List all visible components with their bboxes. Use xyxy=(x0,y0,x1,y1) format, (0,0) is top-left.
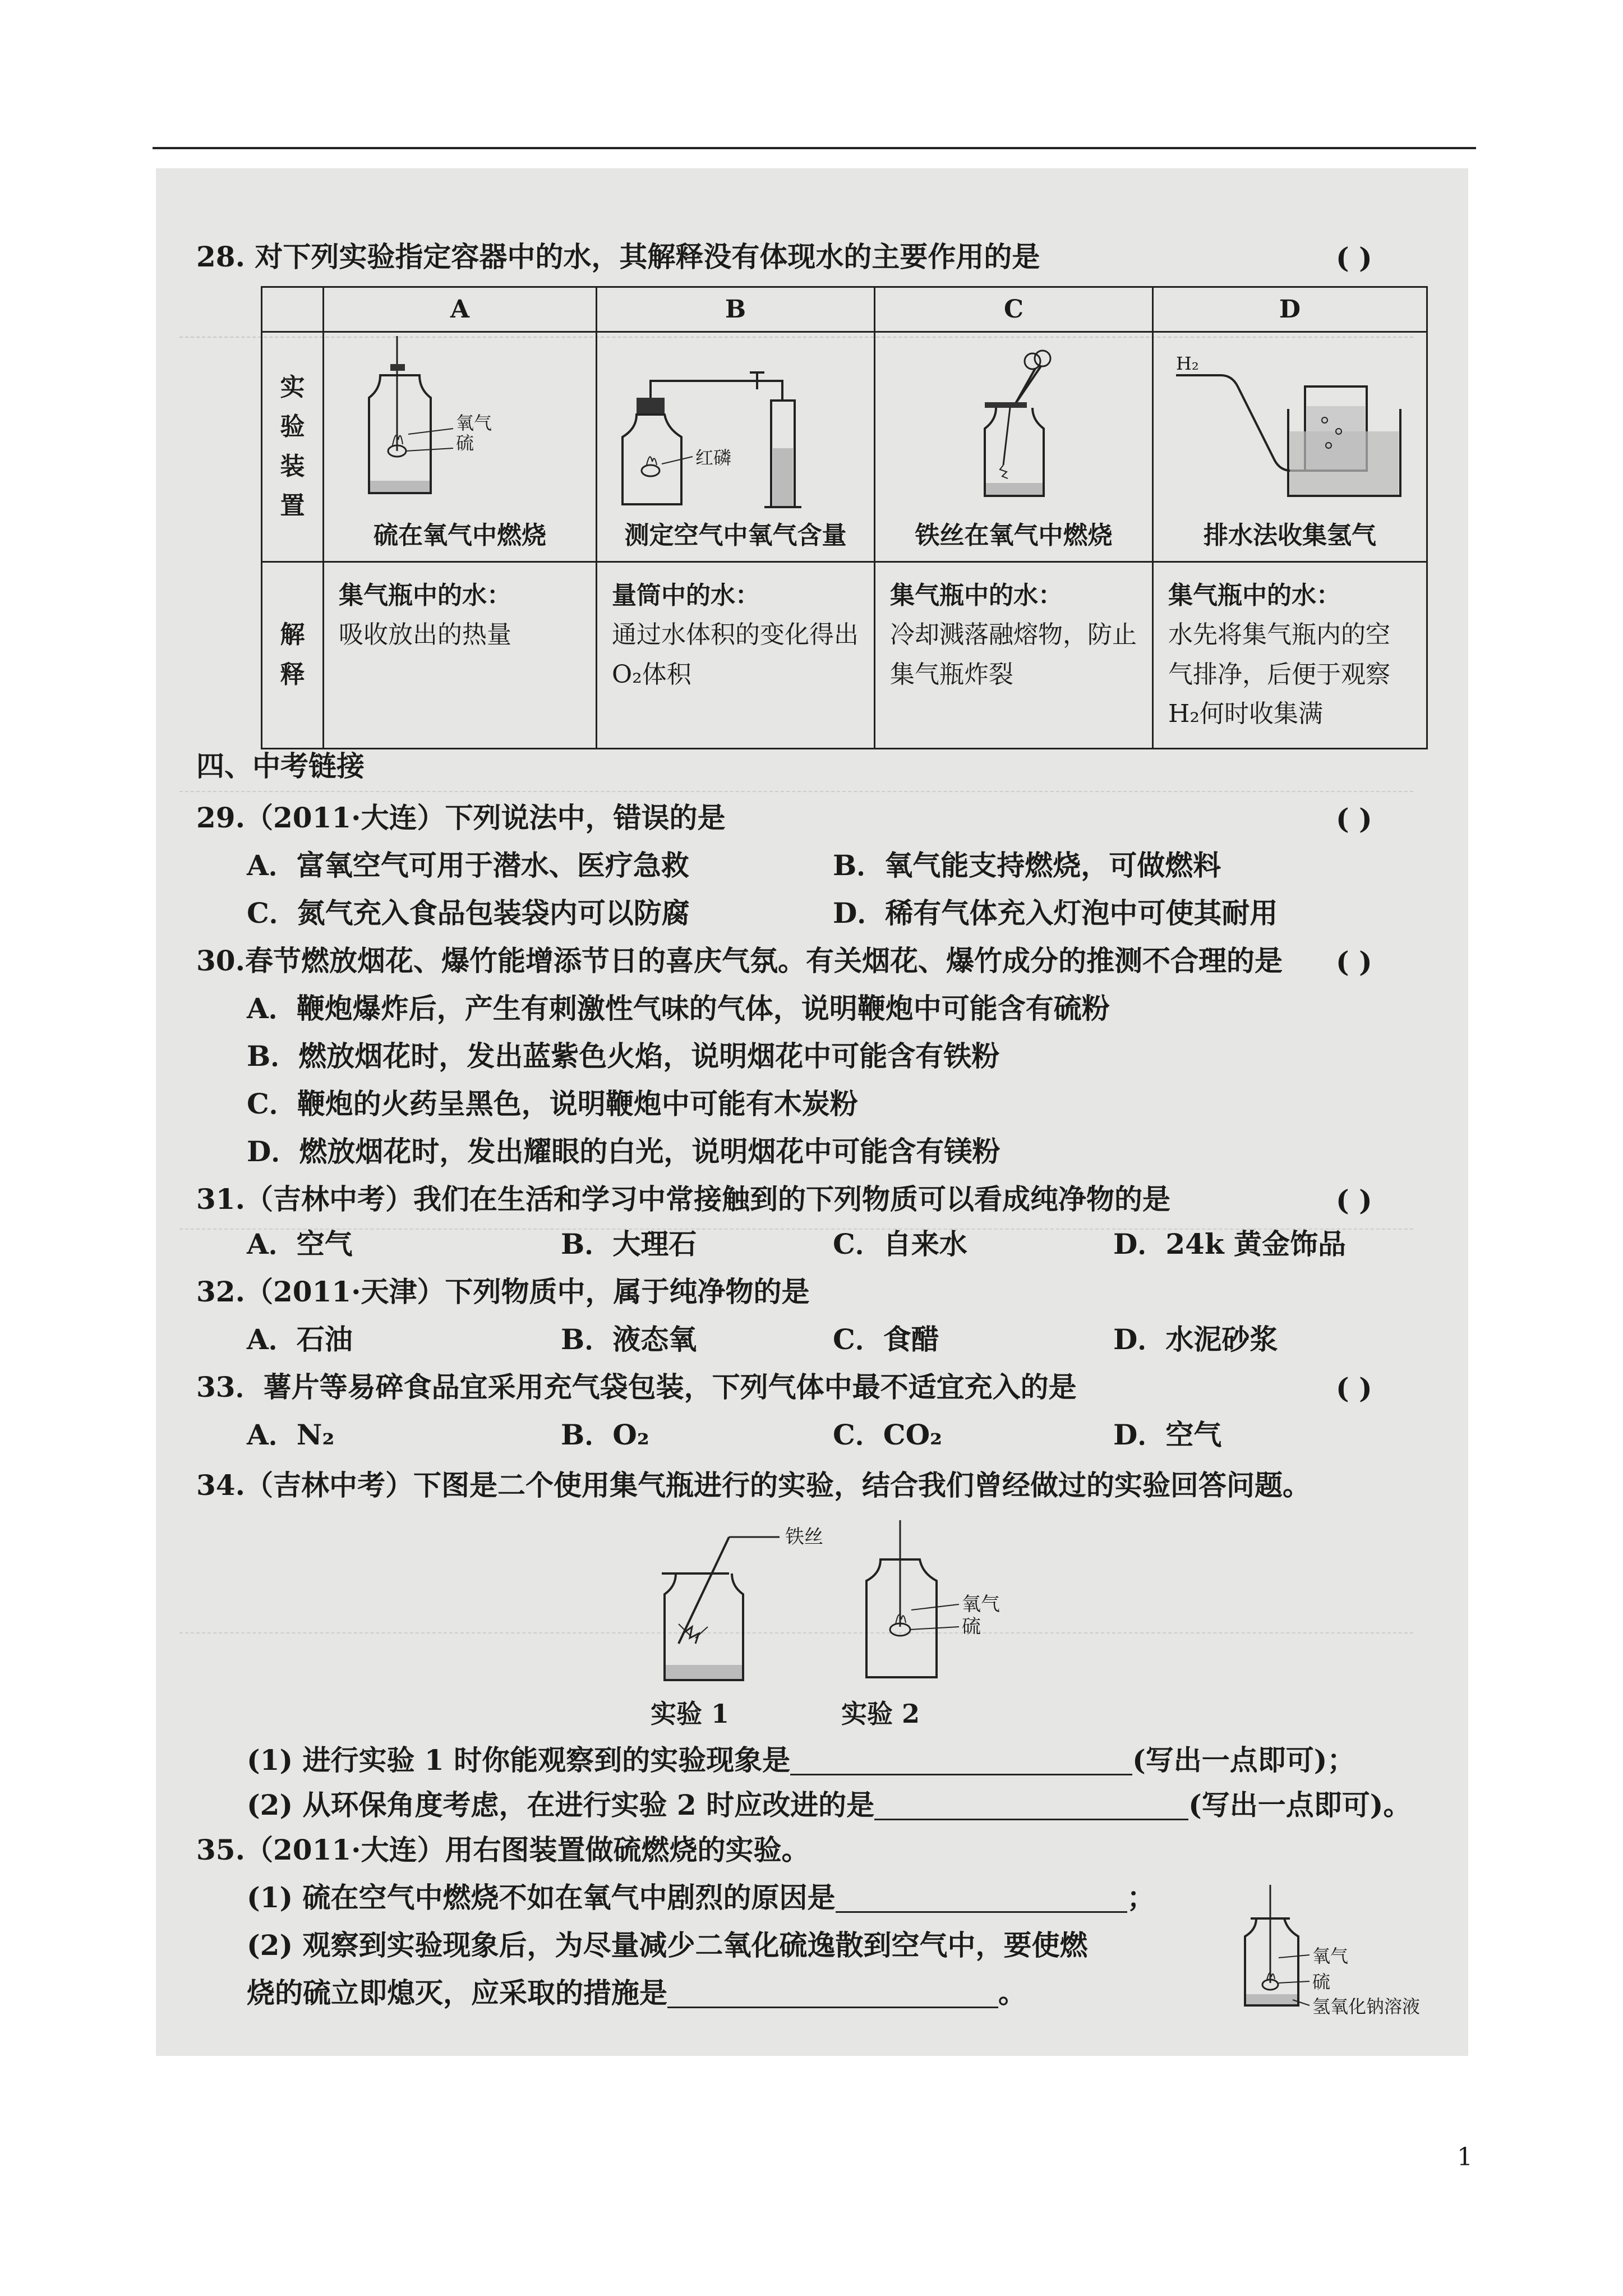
q35-sub2-blank[interactable] xyxy=(667,2007,998,2008)
label-sulfur-a: 硫 xyxy=(456,432,474,454)
col-head-c: C xyxy=(875,287,1153,332)
row-label-explanation: 解释 xyxy=(262,562,324,749)
section-heading: 四、中考链接 xyxy=(196,749,365,783)
q35-stem: 35.（2011·大连）用右图装置做硫燃烧的实验。 xyxy=(196,1833,810,1866)
q30-option-c: C．鞭炮的火药呈黑色，说明鞭炮中可能有木炭粉 xyxy=(247,1087,858,1120)
caption-b: 测定空气中氧气含量 xyxy=(624,521,847,550)
table-corner xyxy=(262,287,324,332)
q29-option-c: C．氮气充入食品包装袋内可以防腐 xyxy=(247,896,690,930)
q32-stem: 32.（2011·天津）下列物质中，属于纯净物的是 xyxy=(196,1275,810,1308)
jar-iron-wire-icon xyxy=(875,336,1150,521)
explanation-b: 量筒中的水： 通过水体积的变化得出O₂体积 xyxy=(597,562,875,749)
caption-c: 铁丝在氧气中燃烧 xyxy=(915,521,1113,550)
q34-stem: 34.（吉林中考）下图是二个使用集气瓶进行的实验，结合我们曾经做过的实验回答问题。 xyxy=(196,1469,1311,1502)
q35-sub2-line1: (2) 观察到实验现象后，为尽量减少二氧化硫逸散到空气中，要使燃 xyxy=(247,1929,1088,1962)
q34-caption-exp1: 实验 1 xyxy=(651,1699,730,1729)
q29-option-d: D．稀有气体充入灯泡中可使其耐用 xyxy=(833,896,1278,930)
q35-label-oxygen: 氧气 xyxy=(1312,1945,1349,1967)
q33-answer-paren: ( ) xyxy=(1336,1372,1372,1405)
experiment-table xyxy=(261,286,1428,749)
col-head-a: A xyxy=(324,287,597,332)
page-number: 1 xyxy=(1457,2143,1473,2171)
label-h2: H₂ xyxy=(1176,353,1199,374)
q35-sub1: (1) 硫在空气中燃烧不如在氧气中剧烈的原因是 ； xyxy=(247,1881,1155,1914)
q34-label-sulfur: 硫 xyxy=(962,1616,981,1638)
q35-label-naoh-solution: 氢氧化钠溶液 xyxy=(1312,1996,1421,2017)
q34-sub1-blank[interactable] xyxy=(790,1774,1132,1775)
q31-stem: 31.（吉林中考）我们在生活和学习中常接触到的下列物质可以看成纯净物的是 xyxy=(196,1182,1170,1216)
q30-stem: 30.春节燃放烟花、爆竹能增添节日的喜庆气氛。有关烟花、爆竹成分的推测不合理的是 xyxy=(196,944,1283,977)
q32-option-d: D．水泥砂浆 xyxy=(1113,1323,1278,1356)
col-head-b: B xyxy=(597,287,875,332)
explanation-d: 集气瓶中的水： 水先将集气瓶内的空气排净，后便于观察H₂何时收集满 xyxy=(1153,562,1427,749)
col-head-d: D xyxy=(1153,287,1427,332)
row-label-apparatus: 实验装置 xyxy=(262,332,324,562)
q32-option-a: A．石油 xyxy=(247,1323,353,1356)
apparatus-d xyxy=(1153,332,1427,562)
q30-option-a: A．鞭炮爆炸后，产生有刺激性气味的气体，说明鞭炮中可能含有硫粉 xyxy=(247,992,1110,1025)
apparatus-a xyxy=(324,332,597,562)
q31-option-b: B．大理石 xyxy=(561,1227,697,1260)
q30-option-d: D．燃放烟花时，发出耀眼的白光，说明烟花中可能含有镁粉 xyxy=(247,1135,1000,1168)
q29-stem: 29.（2011·大连）下列说法中，错误的是 xyxy=(196,801,726,834)
q29-option-b: B．氧气能支持燃烧，可做燃料 xyxy=(833,849,1221,882)
q32-option-c: C．食醋 xyxy=(833,1323,939,1356)
q31-option-c: C．自来水 xyxy=(833,1227,967,1260)
q34-sub2-blank[interactable] xyxy=(874,1819,1188,1820)
q30-option-b: B．燃放烟花时，发出蓝紫色火焰，说明烟花中可能含有铁粉 xyxy=(247,1039,1000,1073)
q34-label-oxygen: 氧气 xyxy=(962,1593,1000,1616)
q30-answer-paren: ( ) xyxy=(1336,945,1372,978)
q34-label-iron-wire: 铁丝 xyxy=(785,1526,823,1548)
q31-option-a: A．空气 xyxy=(247,1227,353,1260)
q33-option-c: C．CO₂ xyxy=(833,1418,943,1451)
caption-d: 排水法收集氢气 xyxy=(1204,521,1376,550)
q29-option-a: A．富氧空气可用于潜水、医疗急救 xyxy=(247,849,689,882)
phosphorus-apparatus-icon xyxy=(597,336,872,527)
q29-answer-paren: ( ) xyxy=(1336,802,1372,835)
q34-sub2: (2) 从环保角度考虑，在进行实验 2 时应改进的是 (写出一点即可)。 xyxy=(247,1788,1412,1821)
q35-sub2-line2: 烧的硫立即熄灭，应采取的措施是 。 xyxy=(247,1976,1026,2009)
q33-option-d: D．空气 xyxy=(1113,1418,1222,1451)
bleed-through xyxy=(179,769,1413,792)
label-red-phosphorus: 红磷 xyxy=(695,447,732,468)
explanation-a: 集气瓶中的水： 吸收放出的热量 xyxy=(324,562,597,749)
q28-stem: 28. 对下列实验指定容器中的水，其解释没有体现水的主要作用的是 xyxy=(196,240,1040,273)
apparatus-b xyxy=(597,332,875,562)
q34-sub1: (1) 进行实验 1 时你能观察到的实验现象是 (写出一点即可)； xyxy=(247,1743,1355,1777)
q33-option-b: B．O₂ xyxy=(561,1418,649,1451)
caption-a: 硫在氧气中燃烧 xyxy=(374,521,546,550)
q31-option-d: D．24k 黄金饰品 xyxy=(1113,1227,1346,1260)
q32-option-b: B．液态氧 xyxy=(561,1323,697,1356)
apparatus-c xyxy=(875,332,1153,562)
explanation-c: 集气瓶中的水： 冷却溅落融熔物，防止集气瓶炸裂 xyxy=(875,562,1153,749)
q33-stem: 33．薯片等易碎食品宜采用充气袋包装，下列气体中最不适宜充入的是 xyxy=(196,1370,1077,1404)
label-oxygen-a: 氧气 xyxy=(456,412,492,434)
q28-answer-paren: ( ) xyxy=(1336,241,1372,274)
q35-sub1-blank[interactable] xyxy=(836,1911,1127,1913)
q35-label-sulfur: 硫 xyxy=(1312,1971,1331,1993)
q33-option-a: A．N₂ xyxy=(247,1418,335,1451)
q34-caption-exp2: 实验 2 xyxy=(841,1699,920,1729)
header-rule xyxy=(153,147,1476,149)
q31-answer-paren: ( ) xyxy=(1336,1184,1372,1217)
